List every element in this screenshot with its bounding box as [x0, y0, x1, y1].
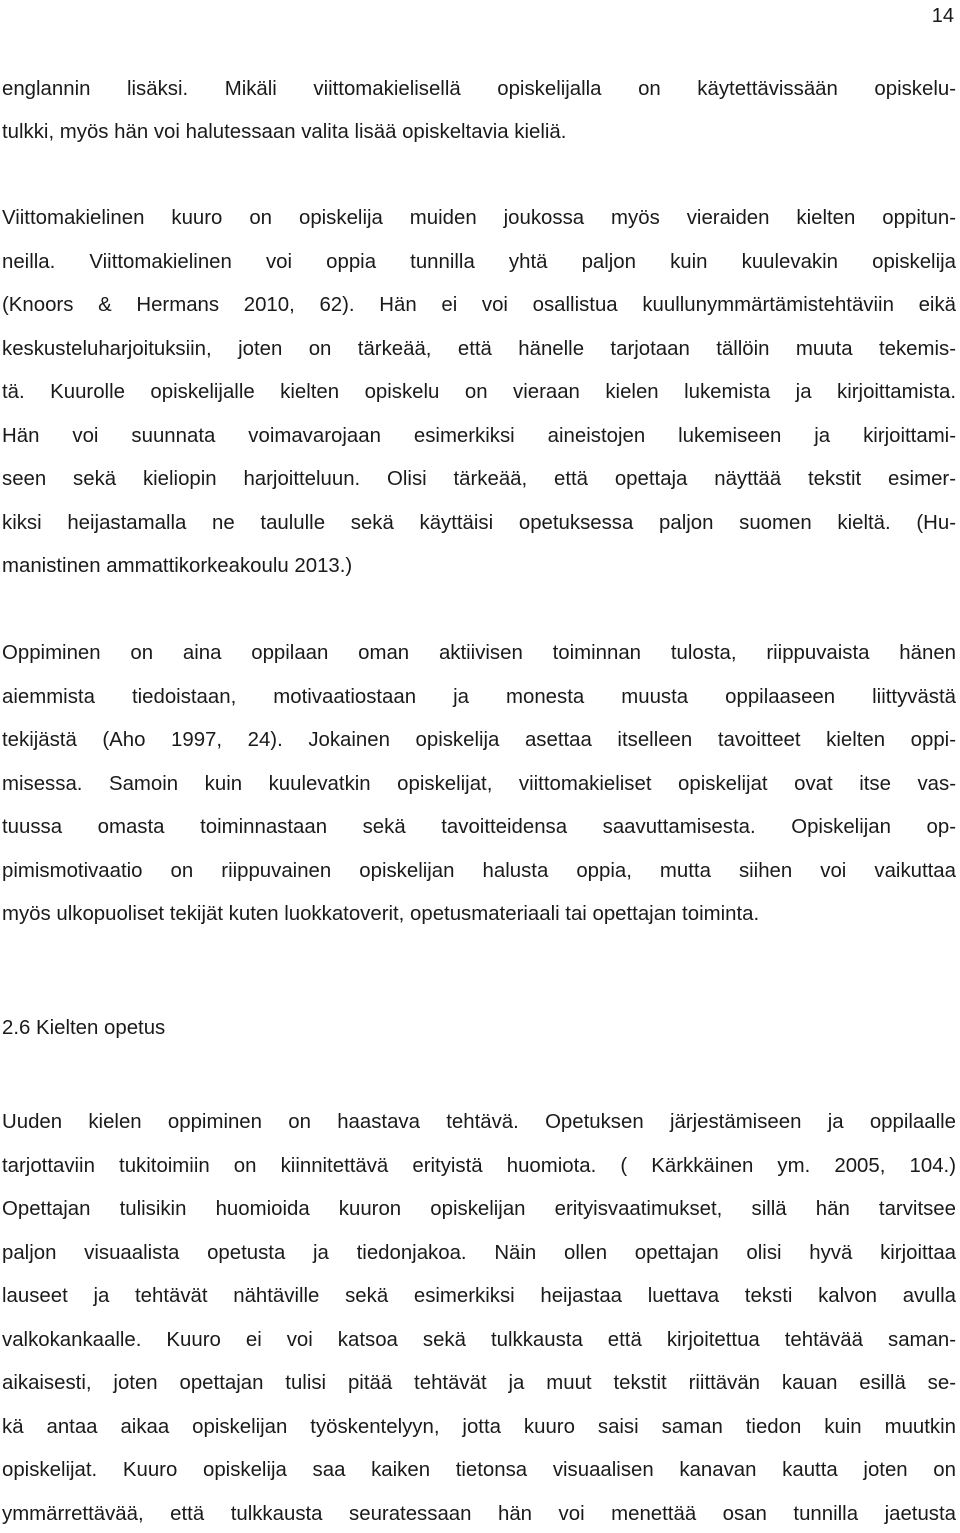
paragraph-line: neilla. Viittomakielinen voi oppia tunnilla yhtä paljon kuin kuulevakin opiskelija: [2, 251, 956, 273]
paragraph-line: aiemmista tiedoistaan, motivaatiostaan ja monesta muusta oppilaaseen liittyvästä: [2, 686, 956, 708]
paragraph-line: (Knoors & Hermans 2010, 62). Hän ei voi osallistua kuullunymmärtämistehtäviin eikä: [2, 294, 956, 316]
paragraph-line: tä. Kuurolle opiskelijalle kielten opiskelu on vieraan kielen lukemista ja kirjoittamista.: [2, 381, 956, 403]
paragraph-line: Uuden kielen oppiminen on haastava tehtävä. Opetuksen järjestämiseen ja oppilaalle: [2, 1111, 956, 1133]
paragraph-line: lauseet ja tehtävät nähtäville sekä esimerkiksi heijastaa luettava teksti kalvon avulla: [2, 1285, 956, 1307]
paragraph-line: kä antaa aikaa opiskelijan työskentelyyn, jotta kuuro saisi saman tiedon kuin muutkin: [2, 1416, 956, 1438]
paragraph-line: Oppiminen on aina oppilaan oman aktiivisen toiminnan tulosta, riippuvaista hänen: [2, 642, 956, 664]
paragraph-line: tekijästä (Aho 1997, 24). Jokainen opiskelija asettaa itselleen tavoitteet kielten oppi-: [2, 729, 956, 751]
paragraph-line: Opettajan tulisikin huomioida kuuron opiskelijan erityisvaatimukset, sillä hän tarvitsee: [2, 1198, 956, 1220]
paragraph-line: manistinen ammattikorkeakoulu 2013.): [2, 555, 353, 577]
section-heading: 2.6 Kielten opetus: [2, 1017, 166, 1039]
paragraph-line: paljon visuaalista opetusta ja tiedonjakoa. Näin ollen opettajan olisi hyvä kirjoittaa: [2, 1242, 956, 1264]
paragraph-line: englannin lisäksi. Mikäli viittomakielisellä opiskelijalla on käytettävissään opiskelu-: [2, 78, 956, 100]
paragraph-line: pimismotivaatio on riippuvainen opiskelijan halusta oppia, mutta siihen voi vaikuttaa: [2, 860, 956, 882]
paragraph-line: misessa. Samoin kuin kuulevatkin opiskelijat, viittomakieliset opiskelijat ovat itse vas-: [2, 773, 956, 795]
paragraph-line: tuussa omasta toiminnastaan sekä tavoitteidensa saavuttamisesta. Opiskelijan op-: [2, 816, 956, 838]
paragraph-line: Viittomakielinen kuuro on opiskelija muiden joukossa myös vieraiden kielten oppitun-: [2, 207, 956, 229]
paragraph-line: ymmärrettävää, että tulkkausta seuratessaan hän voi menettää osan tunnilla jaetusta: [2, 1503, 956, 1525]
paragraph-line: seen sekä kieliopin harjoitteluun. Olisi tärkeää, että opettaja näyttää tekstit esimer-: [2, 468, 956, 490]
paragraph-line: aikaisesti, joten opettajan tulisi pitää tehtävät ja muut tekstit riittävän kauan esillä se-: [2, 1372, 956, 1394]
paragraph-line: kiksi heijastamalla ne taululle sekä käyttäisi opetuksessa paljon suomen kieltä. (Hu-: [2, 512, 956, 534]
paragraph-line: valkokankaalle. Kuuro ei voi katsoa sekä tulkkausta että kirjoitettua tehtävää saman-: [2, 1329, 956, 1351]
paragraph-line: opiskelijat. Kuuro opiskelija saa kaiken tietonsa visuaalisen kanavan kautta joten on: [2, 1459, 956, 1481]
paragraph-line: keskusteluharjoituksiin, joten on tärkeää, että hänelle tarjotaan tällöin muuta tekemis-: [2, 338, 956, 360]
paragraph-line: tarjottaviin tukitoimiin on kiinnitettävä erityistä huomiota. ( Kärkkäinen ym. 2005, 104.): [2, 1155, 956, 1177]
paragraph-line: myös ulkopuoliset tekijät kuten luokkatoverit, opetusmateriaali tai opettajan toiminta.: [2, 903, 760, 925]
paragraph-line: Hän voi suunnata voimavarojaan esimerkiksi aineistojen lukemiseen ja kirjoittami-: [2, 425, 956, 447]
paragraph-line: tulkki, myös hän voi halutessaan valita lisää opiskeltavia kieliä.: [2, 121, 567, 143]
page-number: 14: [931, 5, 954, 27]
